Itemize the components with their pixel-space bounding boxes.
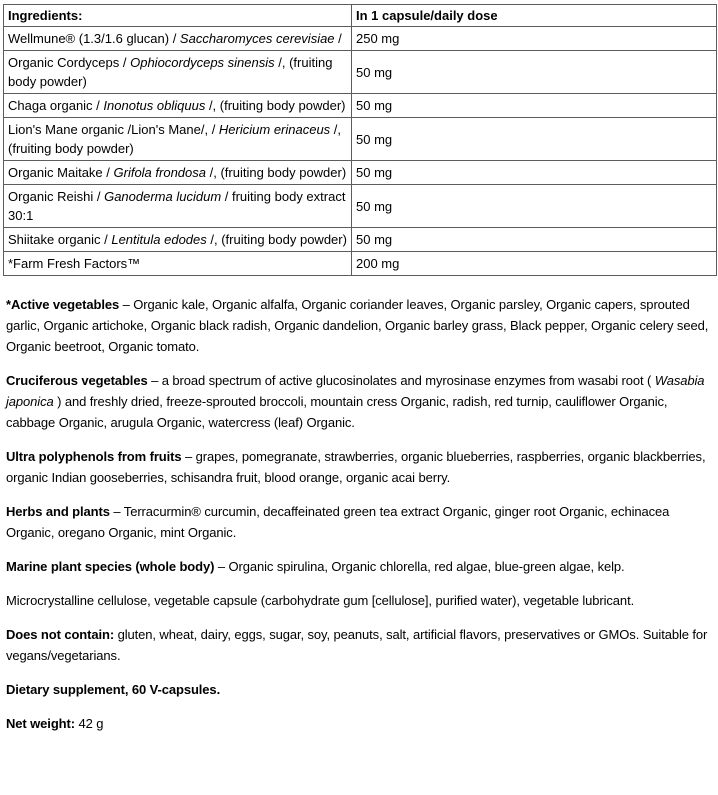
- text-run: – a broad spectrum of active glucosinolates and myrosinase enzymes from wasabi root (: [147, 373, 655, 388]
- amount-cell: 250 mg: [352, 27, 717, 51]
- ingredients-table-head: [4, 5, 717, 27]
- text-run: Lion's Mane organic /Lion's Mane/, /: [8, 122, 219, 137]
- ingredient-cell: [4, 51, 352, 94]
- amount-cell: 50 mg: [352, 118, 717, 161]
- text-run: gluten, wheat, dairy, eggs, sugar, soy, peanuts, salt, artificial flavors, preservatives or GMOs. Suitable for vegans/vegetarians.: [6, 627, 708, 663]
- text-run: /, (fruiting body powder): [8, 55, 333, 89]
- table-row: [4, 228, 717, 252]
- details-section: [2, 276, 716, 734]
- text-run: Shiitake organic /: [8, 232, 112, 247]
- amount-cell: 50 mg: [352, 185, 717, 228]
- italic-text: Saccharomyces cerevisiae: [179, 31, 335, 46]
- table-header-row: [4, 5, 717, 27]
- ingredient-cell: [4, 185, 352, 228]
- text-run: Microcrystalline cellulose, vegetable capsule (carbohydrate gum [cellulose], purified water), vegetable lubricant.: [6, 593, 635, 608]
- table-row: [4, 94, 717, 118]
- text-run: – grapes, pomegranate, strawberries, organic blueberries, raspberries, organic blackberries, organic Indian gooseberries, schisandra fruit, blood orange, organic acai berry.: [6, 449, 706, 485]
- bold-text: Dietary supplement, 60 V-capsules.: [6, 682, 221, 697]
- bold-text: Does not contain:: [6, 627, 118, 642]
- text-run: *Farm Fresh Factors™: [8, 256, 141, 271]
- table-row: [4, 27, 717, 51]
- text-run: /, (fruiting body powder): [206, 232, 347, 247]
- dose-column-header: In 1 capsule/daily dose: [352, 5, 717, 27]
- text-run: /: [334, 31, 342, 46]
- amount-cell: 50 mg: [352, 228, 717, 252]
- ingredient-cell: [4, 118, 352, 161]
- ingredient-paragraph: [6, 713, 712, 734]
- ingredient-cell: [4, 228, 352, 252]
- ingredient-paragraph: [6, 679, 712, 700]
- italic-text: Wasabia japonica: [6, 373, 705, 409]
- table-row: [4, 252, 717, 276]
- ingredient-paragraph: [6, 370, 712, 433]
- bold-text: Herbs and plants: [6, 504, 114, 519]
- italic-text: Grifola frondosa: [113, 165, 206, 180]
- italic-text: Inonotus obliquus: [103, 98, 206, 113]
- text-run: Organic Reishi /: [8, 189, 105, 204]
- text-run: ) and freshly dried, freeze-sprouted broccoli, mountain cress Organic, radish, red turnip, cauliflower Organic, cabbage Organic, arugula Organic, watercress (leaf) Organic.: [6, 394, 668, 430]
- table-row: [4, 185, 717, 228]
- table-row: [4, 118, 717, 161]
- text-run: / fruiting body extract 30:1: [8, 189, 346, 223]
- ingredients-table-body: [4, 27, 717, 276]
- ingredient-paragraph: [6, 446, 712, 488]
- bold-text: Marine plant species (whole body): [6, 559, 218, 574]
- bold-text: Ultra polyphenols from fruits: [6, 449, 186, 464]
- text-run: Organic Maitake /: [8, 165, 114, 180]
- text-run: – Terracurmin® curcumin, decaffeinated green tea extract Organic, ginger root Organic, echinacea Organic, oregano Organic, mint Organic.: [6, 504, 670, 540]
- italic-text: Hericium erinaceus: [218, 122, 331, 137]
- italic-text: Lentitula edodes: [111, 232, 207, 247]
- amount-cell: 50 mg: [352, 51, 717, 94]
- text-run: /, (fruiting body powder): [206, 165, 347, 180]
- bold-text: Net weight:: [6, 716, 75, 731]
- table-row: [4, 161, 717, 185]
- ingredient-paragraph: [6, 624, 712, 666]
- text-run: Chaga organic /: [8, 98, 104, 113]
- text-run: /, (fruiting body powder): [205, 98, 346, 113]
- amount-cell: 200 mg: [352, 252, 717, 276]
- bold-text: Cruciferous vegetables: [6, 373, 148, 388]
- amount-cell: 50 mg: [352, 161, 717, 185]
- text-run: Organic Cordyceps /: [8, 55, 131, 70]
- ingredient-cell: [4, 161, 352, 185]
- ingredient-cell: [4, 94, 352, 118]
- text-run: /, (fruiting body powder): [8, 122, 342, 156]
- text-run: – Organic kale, Organic alfalfa, Organic coriander leaves, Organic parsley, Organic capers, sprouted garlic, Organic artichoke, Organic black radish, Organic dandelion, Organic barley grass, Black pepper, Organic celery seed, Organic beetroot, Organic tomato.: [6, 297, 709, 354]
- text-run: – Organic spirulina, Organic chlorella, red algae, blue-green algae, kelp.: [217, 559, 625, 574]
- italic-text: Ganoderma lucidum: [104, 189, 222, 204]
- ingredients-table: [3, 4, 717, 276]
- ingredient-paragraph: [6, 294, 712, 357]
- text-run: 42 g: [74, 716, 104, 731]
- bold-text: *Active vegetables: [6, 297, 123, 312]
- text-run: Wellmune® (1.3/1.6 glucan) /: [8, 31, 180, 46]
- ingredient-cell: [4, 252, 352, 276]
- ingredient-paragraph: [6, 501, 712, 543]
- table-row: [4, 51, 717, 94]
- ingredient-paragraph: [6, 590, 712, 611]
- amount-cell: 50 mg: [352, 94, 717, 118]
- ingredient-cell: [4, 27, 352, 51]
- italic-text: Ophiocordyceps sinensis: [130, 55, 275, 70]
- ingredients-column-header: Ingredients:: [4, 5, 352, 27]
- ingredient-paragraph: [6, 556, 712, 577]
